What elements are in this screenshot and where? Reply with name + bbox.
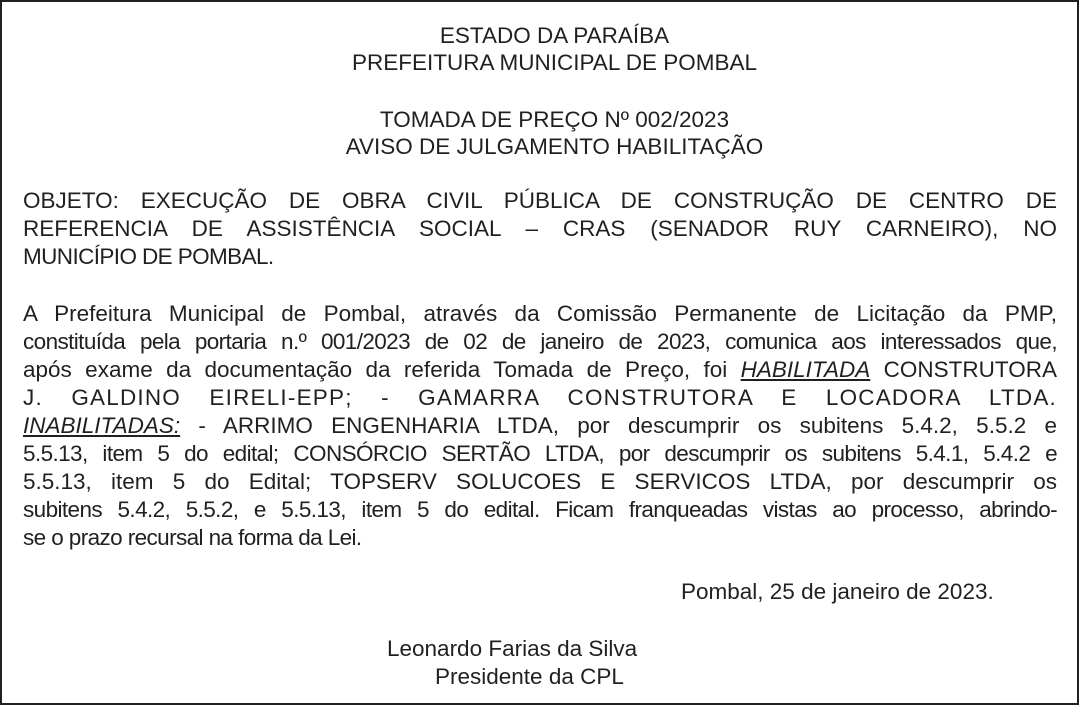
body-line: se o prazo recursal na forma da Lei. <box>23 525 362 550</box>
body-line: subitens 5.4.2, 5.5.2, e 5.5.13, item 5 do edital. Ficam franqueadas vistas ao processo, abrindo- <box>23 497 1057 522</box>
body-line <box>23 356 1057 384</box>
signer-name: Leonardo Farias da Silva <box>387 636 638 661</box>
state-heading: ESTADO DA PARAÍBA <box>439 23 670 48</box>
objeto-line: MUNICÍPIO DE POMBAL. <box>23 244 274 269</box>
body-text: - ARRIMO ENGENHARIA LTDA, por descumprir os subitens 5.4.2, 5.5.2 e <box>180 413 1057 438</box>
municipality-heading: PREFEITURA MUNICIPAL DE POMBAL <box>351 50 758 75</box>
body-line: constituída pela portaria n.º 001/2023 de 02 de janeiro de 2023, comunica aos interessados que, <box>23 329 1057 354</box>
body-line <box>23 412 1057 440</box>
inabilitadas-label: INABILITADAS: <box>23 413 181 438</box>
body-text: CONSTRUTORA <box>870 357 1057 382</box>
body-line: J. GALDINO EIRELI-EPP; - GAMARRA CONSTRUTORA E LOCADORA LTDA. <box>23 385 1057 410</box>
notice-type-heading: AVISO DE JULGAMENTO HABILITAÇÃO <box>345 134 764 159</box>
objeto-paragraph <box>23 187 1057 271</box>
signer-role: Presidente da CPL <box>435 664 624 689</box>
body-text: após exame da documentação da referida Tomada de Preço, foi <box>23 357 741 382</box>
body-line: 5.5.13, item 5 do edital; CONSÓRCIO SERTÃO LTDA, por descumprir os subitens 5.4.1, 5.4.2 e <box>23 441 1057 466</box>
objeto-line: REFERENCIA DE ASSISTÊNCIA SOCIAL – CRAS (SENADOR RUY CARNEIRO), NO <box>23 216 1057 241</box>
notice-number-heading: TOMADA DE PREÇO Nº 002/2023 <box>379 107 730 132</box>
date-line: Pombal, 25 de janeiro de 2023. <box>681 579 994 604</box>
body-paragraph <box>23 300 1057 552</box>
habilitada-label: HABILITADA <box>740 357 871 382</box>
body-line: A Prefeitura Municipal de Pombal, através da Comissão Permanente de Licitação da PMP, <box>23 301 1057 326</box>
objeto-line: OBJETO: EXECUÇÃO DE OBRA CIVIL PÚBLICA DE CONSTRUÇÃO DE CENTRO DE <box>23 188 1057 213</box>
body-line: 5.5.13, item 5 do Edital; TOPSERV SOLUCOES E SERVICOS LTDA, por descumprir os <box>23 469 1057 494</box>
